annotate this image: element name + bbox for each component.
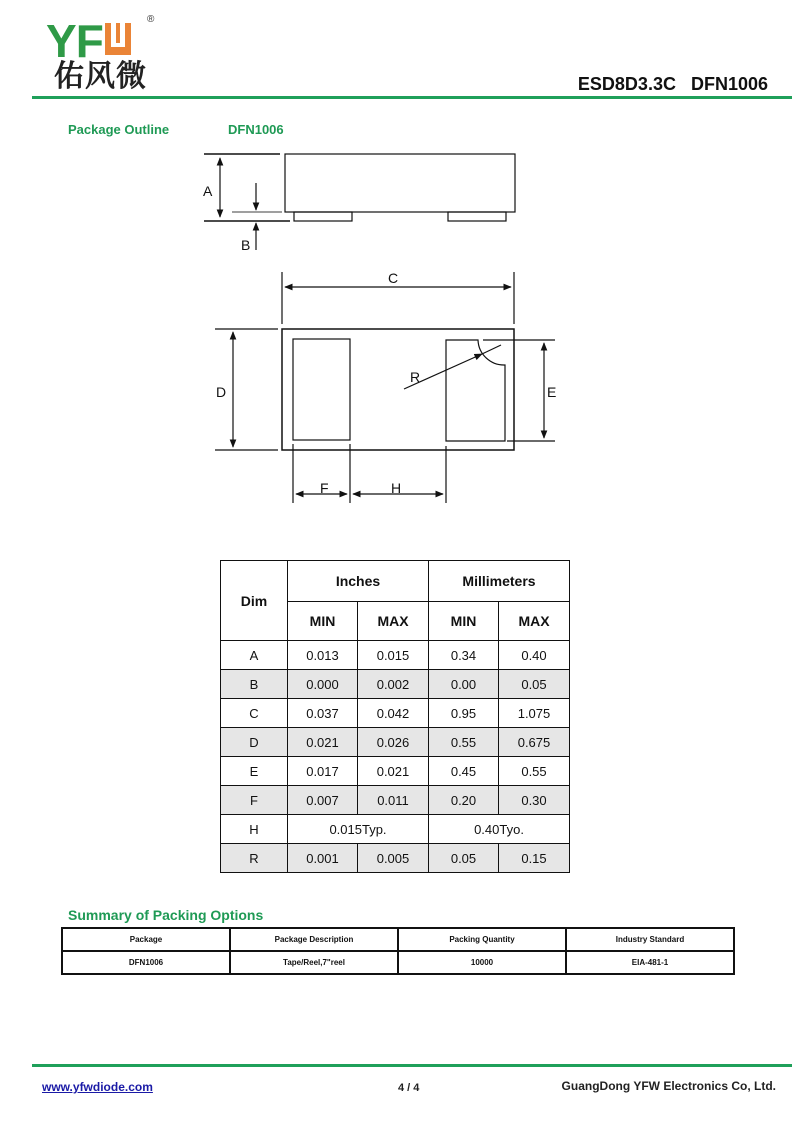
mm-min-header: MIN [429, 602, 499, 641]
cell-mm-max: 0.05 [499, 670, 570, 699]
cell-mm-min: 0.95 [429, 699, 499, 728]
cell-inches-max: 0.015 [358, 641, 429, 670]
cell-inches-max: 0.005 [358, 844, 429, 873]
logo-letter-f: F [75, 15, 103, 67]
footer-divider [32, 1064, 792, 1067]
cell-mm-min: 0.45 [429, 757, 499, 786]
website-link[interactable]: www.yfwdiode.com [42, 1080, 153, 1094]
company-name: GuangDong YFW Electronics Co, Ltd. [561, 1079, 776, 1093]
table-row [221, 670, 570, 699]
packing-header-description: Package Description [230, 928, 398, 951]
row-dim: C [221, 699, 288, 728]
cell-inches-min: 0.001 [288, 844, 358, 873]
dim-label-e: E [547, 384, 557, 400]
dim-header: Dim [221, 561, 288, 641]
mm-max-header: MAX [499, 602, 570, 641]
registered-mark: ® [147, 14, 155, 25]
table-row [221, 815, 570, 844]
cell-inches-min: 0.021 [288, 728, 358, 757]
packing-header-row [62, 928, 734, 951]
cell-inches-max: 0.042 [358, 699, 429, 728]
cell-mm-max: 0.40 [499, 641, 570, 670]
package-name-label: DFN1006 [228, 122, 284, 137]
cell-inches-typ: 0.015Typ. [288, 815, 429, 844]
cell-inches-max: 0.021 [358, 757, 429, 786]
cell-inches-min: 0.000 [288, 670, 358, 699]
cell-mm-max: 0.675 [499, 728, 570, 757]
row-dim: E [221, 757, 288, 786]
packing-header-quantity: Packing Quantity [398, 928, 566, 951]
row-dim: B [221, 670, 288, 699]
side-view-body [285, 154, 515, 212]
dim-label-b: B [241, 237, 251, 253]
cell-inches-min: 0.037 [288, 699, 358, 728]
dim-label-c: C [388, 270, 399, 286]
table-row [221, 728, 570, 757]
dim-leader-r-tail [482, 345, 501, 354]
cell-inches-max: 0.026 [358, 728, 429, 757]
cell-mm-min: 0.05 [429, 844, 499, 873]
cell-inches-max: 0.011 [358, 786, 429, 815]
table-header-row [221, 561, 570, 602]
packing-quantity: 10000 [398, 951, 566, 974]
packing-header-package: Package [62, 928, 230, 951]
top-view-pad-left [293, 339, 350, 440]
inches-max-header: MAX [358, 602, 429, 641]
cell-mm-min: 0.34 [429, 641, 499, 670]
package-outline-label: Package Outline [68, 122, 170, 137]
cell-mm-min: 0.00 [429, 670, 499, 699]
cell-mm-min: 0.20 [429, 786, 499, 815]
dim-label-r: R [410, 369, 421, 385]
packing-options-table [61, 927, 735, 975]
dim-label-a: A [203, 183, 213, 199]
cell-inches-min: 0.017 [288, 757, 358, 786]
logo-chinese-name: 佑风微 [54, 60, 147, 93]
cell-mm-max: 0.15 [499, 844, 570, 873]
company-logo [46, 15, 131, 67]
packing-header-standard: Industry Standard [566, 928, 734, 951]
table-row [221, 699, 570, 728]
package-outline-diagram [0, 140, 800, 510]
row-dim: A [221, 641, 288, 670]
cell-mm-max: 1.075 [499, 699, 570, 728]
logo-letter-u-mark [105, 23, 131, 55]
dimensions-table [220, 560, 570, 873]
inches-min-header: MIN [288, 602, 358, 641]
packing-package: DFN1006 [62, 951, 230, 974]
cell-mm-max: 0.30 [499, 786, 570, 815]
cell-mm-typ: 0.40Tyo. [429, 815, 570, 844]
table-row [221, 641, 570, 670]
cell-inches-max: 0.002 [358, 670, 429, 699]
page-number: 4 / 4 [398, 1082, 420, 1094]
side-view-pad-left [294, 212, 352, 221]
packing-row [62, 951, 734, 974]
top-view-pad-right [446, 340, 505, 441]
header-divider [32, 96, 792, 99]
inches-header: Inches [288, 561, 429, 602]
cell-inches-min: 0.013 [288, 641, 358, 670]
logo-letter-y: Y [46, 15, 76, 67]
table-row [221, 757, 570, 786]
dim-label-f: F [320, 480, 329, 496]
packing-standard: EIA-481-1 [566, 951, 734, 974]
row-dim: D [221, 728, 288, 757]
cell-mm-max: 0.55 [499, 757, 570, 786]
cell-inches-min: 0.007 [288, 786, 358, 815]
cell-mm-min: 0.55 [429, 728, 499, 757]
row-dim: H [221, 815, 288, 844]
row-dim: F [221, 786, 288, 815]
document-title: ESD8D3.3C DFN1006 [577, 74, 768, 94]
packing-description: Tape/Reel,7"reel [230, 951, 398, 974]
table-row [221, 844, 570, 873]
packing-options-title: Summary of Packing Options [68, 907, 264, 923]
row-dim: R [221, 844, 288, 873]
dim-label-h: H [391, 480, 402, 496]
millimeters-header: Millimeters [429, 561, 570, 602]
side-view-pad-right [448, 212, 506, 221]
table-row [221, 786, 570, 815]
dim-label-d: D [216, 384, 227, 400]
